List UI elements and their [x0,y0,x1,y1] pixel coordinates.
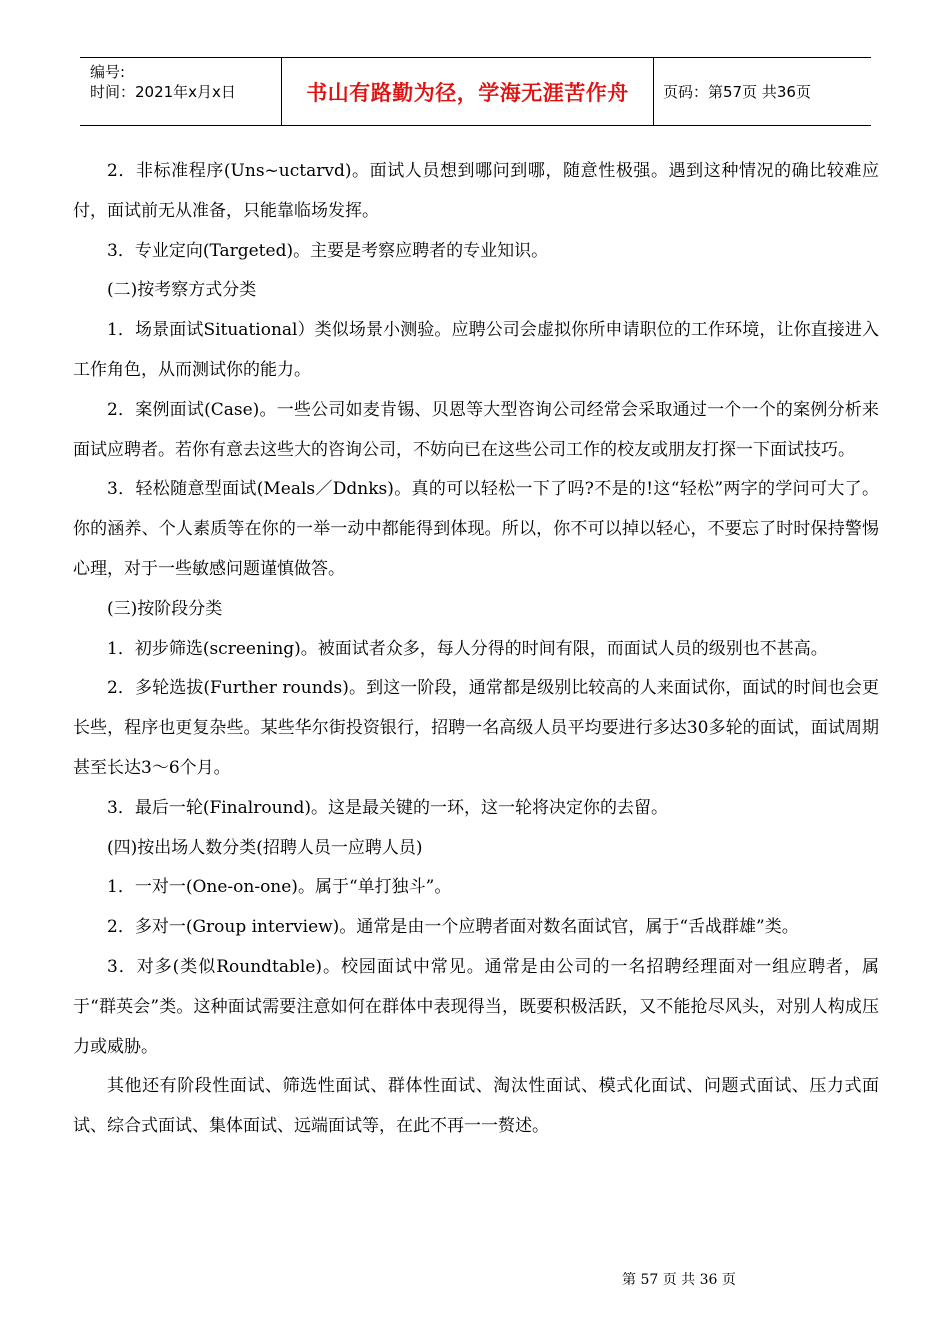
paragraph: 1．场景面试Situational）类似场景小测验。应聘公司会虚拟你所申请职位的工作环境，让你直接进入工作角色，从而测试你的能力。 [73,320,879,380]
header-page-label: 页码：第57页 共36页 [663,83,811,101]
document-time-label: 时间：2021年x月x日 [90,83,236,101]
header-divider [653,58,654,125]
paragraph: 2．案例面试(Case)。一些公司如麦肯锡、贝恩等大型咨询公司经常会采取通过一个一个的案例分析来面试应聘者。若你有意去这些大的咨询公司，不妨向已在这些公司工作的校友或朋友打探一下面试技巧。 [73,399,879,460]
section-heading: (四)按出场人数分类(招聘人员一应聘人员) [107,837,423,858]
page-footer: 第 57 页 共 36 页 [622,1272,736,1288]
paragraph: 1．一对一(One-on-one)。属于“单打独斗”。 [107,877,452,898]
paragraph: 3．专业定向(Targeted)。主要是考察应聘者的专业知识。 [107,240,549,261]
page-header [80,57,871,126]
document-body [73,152,879,1147]
header-meta [90,62,280,102]
paragraph: 2．多对一(Group interview)。通常是由一个应聘者面对数名面试官，属于“舌战群雄”类。 [107,917,799,938]
paragraph: 3．轻松随意型面试(Meals／Ddnks)。真的可以轻松一下了吗?不是的!这“轻松”两字的学问可大了。你的涵养、个人素质等在你的一举一动中都能得到体现。所以，你不可以掉以轻心，不要忘了时时保持警惕心理，对于一些敏感问题谨慎做答。 [73,479,879,579]
section-heading: (三)按阶段分类 [107,598,223,619]
paragraph: 2．多轮选拔(Further rounds)。到这一阶段，通常都是级别比较高的人来面试你，面试的时间也会更长些，程序也更复杂些。某些华尔街投资银行，招聘一名高级人员平均要进行多达30多轮的面试，面试周期甚至长达3～6个月。 [73,678,879,778]
section-heading: (二)按考察方式分类 [107,280,257,301]
paragraph: 2．非标准程序(Uns~uctarvd)。面试人员想到哪问到哪，随意性极强。遇到这种情况的确比较难应付，面试前无从准备，只能靠临场发挥。 [73,161,879,221]
paragraph: 其他还有阶段性面试、筛选性面试、群体性面试、淘汰性面试、模式化面试、问题式面试、压力式面试、综合式面试、集体面试、远端面试等，在此不再一一赘述。 [73,1076,879,1137]
document-number-label: 编号: [90,63,126,81]
paragraph: 3．对多(类似Roundtable)。校园面试中常见。通常是由公司的一名招聘经理面对一组应聘者，属于“群英会”类。这种面试需要注意如何在群体中表现得当，既要积极活跃，又不能抢尽风头，对别人构成压力或威胁。 [73,956,879,1057]
paragraph: 1．初步筛选(screening)。被面试者众多，每人分得的时间有限，而面试人员的级别也不甚高。 [107,638,828,659]
paragraph: 3．最后一轮(Finalround)。这是最关键的一环，这一轮将决定你的去留。 [107,797,668,818]
header-motto: 书山有路勤为径，学海无涯苦作舟 [306,80,629,105]
